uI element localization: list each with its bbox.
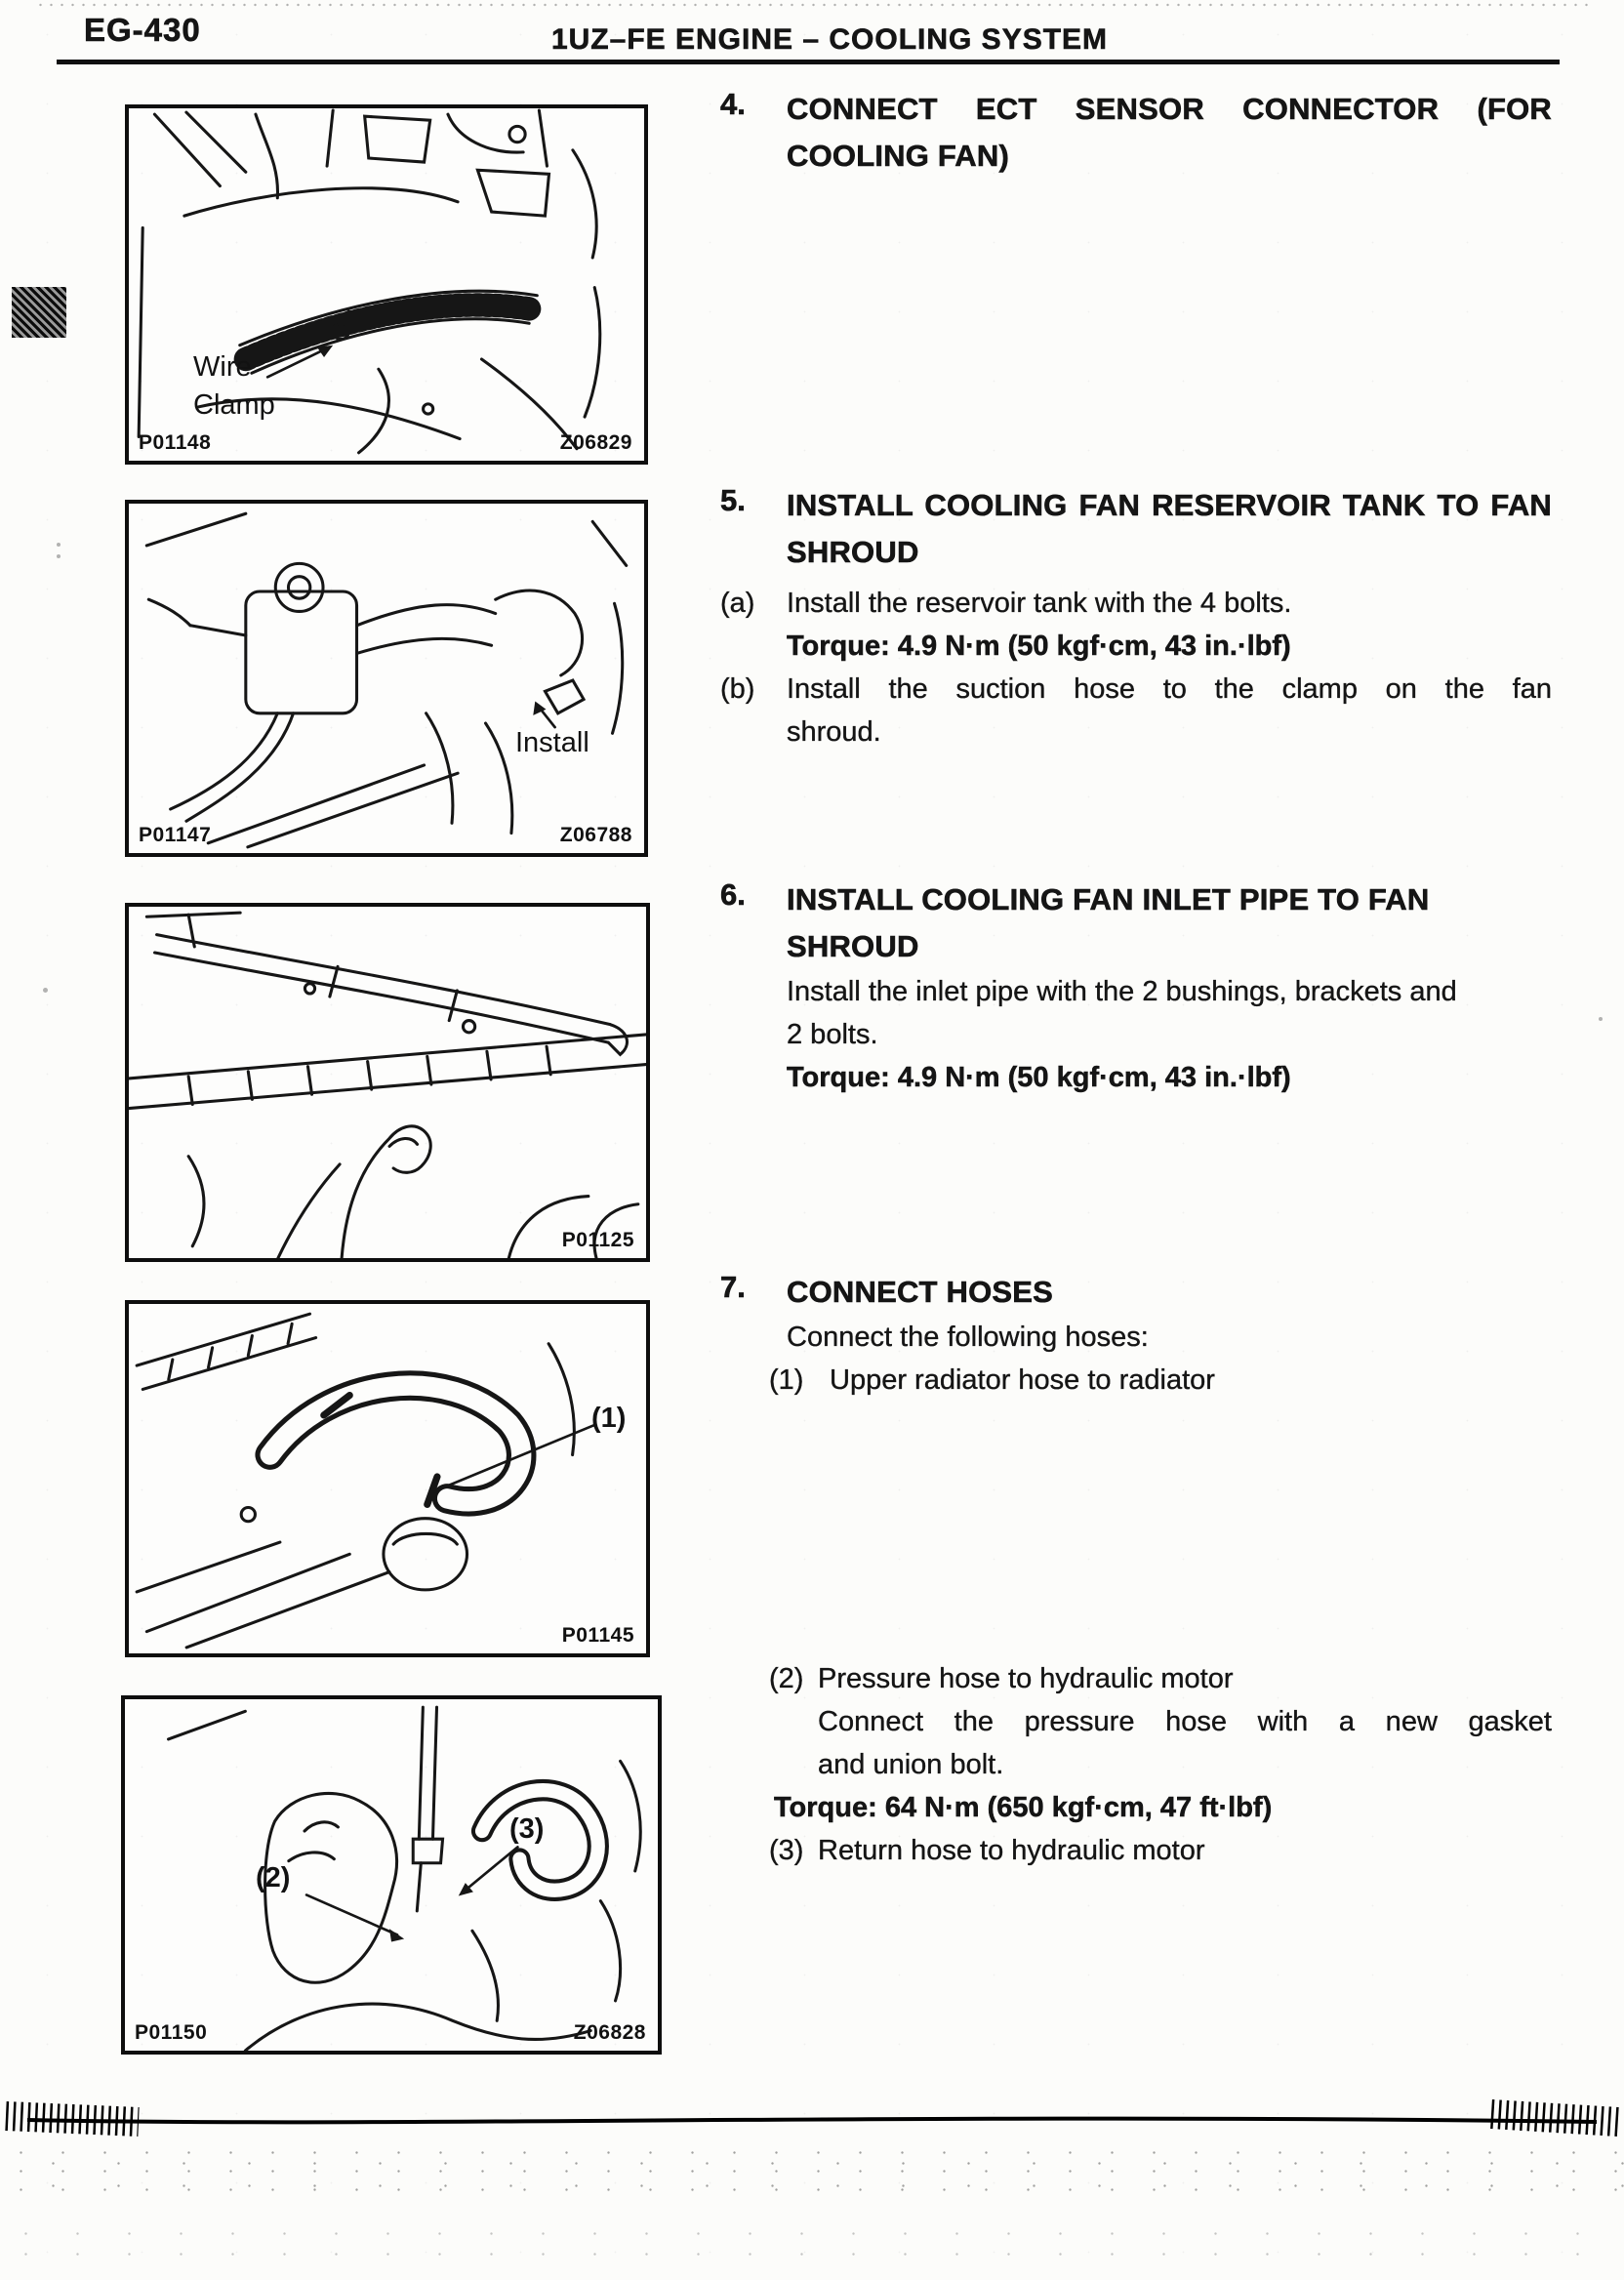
step-heading-line: COOLING FAN) [787,139,1009,173]
step-5 [720,482,1552,753]
figure-code: P01148 [139,431,212,454]
hose-item-3 [769,1829,1552,1872]
step-heading-line: CONNECT ECT SENSOR CONNECTOR (FOR [787,92,1552,126]
figure-code: P01150 [135,2021,208,2044]
figure-code: Z06829 [559,431,632,454]
scan-speck [1599,1017,1603,1021]
hose-item-text: Upper radiator hose to radiator [830,1364,1215,1396]
step-heading-line: INSTALL COOLING FAN INLET PIPE TO FAN [787,882,1430,916]
hose-item-text: Pressure hose to hydraulic motor [818,1663,1234,1694]
figure-inlet-pipe [125,903,650,1262]
scan-noise-top [35,2,1589,8]
step-body-line: 2 bolts. [787,1019,878,1050]
substep-text-line: shroud. [787,716,881,748]
step-7 [720,1269,1552,1402]
step-heading-line: SHROUD [787,535,919,569]
engine-line-art [129,1304,646,1653]
callout-3-label: (3) [509,1813,545,1845]
substep-label: (b) [720,673,755,705]
figure-code: Z06828 [573,2021,646,2044]
scan-artifact-line [0,2095,1624,2149]
hose-item-text: Return hose to hydraulic motor [818,1835,1205,1866]
figure-code: P01147 [139,824,212,846]
callout-2-label: (2) [256,1862,291,1893]
figure-hydraulic-motor-hoses [121,1695,662,2055]
step-number: 4. [720,87,746,121]
scan-speck [57,554,61,558]
step-heading-line: INSTALL COOLING FAN RESERVOIR TANK TO FAN [787,488,1552,522]
figure-code: Z06788 [559,824,632,846]
substep-b [720,668,1552,753]
step-intro: Connect the following hoses: [787,1322,1149,1353]
step-number: 5. [720,483,746,517]
header-rule [57,60,1560,64]
substep-a [720,582,1552,668]
substep-label: (a) [720,588,755,619]
callout-1-label: (1) [591,1403,627,1434]
step-7-continued [769,1657,1552,1872]
step-heading: CONNECT HOSES [787,1275,1054,1309]
torque-spec: Torque: 4.9 N·m (50 kgf·cm, 43 in.·lbf) [787,631,1291,662]
step-number: 6. [720,877,746,912]
scan-noise-band [0,2143,1624,2206]
figure-code: P01145 [561,1624,634,1647]
hose-item-2 [769,1657,1552,1786]
scan-speck [43,988,48,993]
substep-text-line: Install the suction hose to the clamp on the fan [787,673,1552,705]
page-title: 1UZ–FE ENGINE – COOLING SYSTEM [550,23,1109,56]
figure-code: P01125 [561,1229,634,1251]
scan-noise-band [0,2223,1624,2266]
page-code: EG-430 [84,12,201,48]
hose-item-line: Connect the pressure hose with a new gasket [818,1706,1552,1737]
step-6 [720,876,1552,1099]
step-body-line: Install the inlet pipe with the 2 bushings, brackets and [787,976,1457,1007]
figure-ect-sensor-connector [125,104,648,465]
wire-clamp-label: Wire Clamp [193,351,275,421]
torque-spec: Torque: 64 N·m (650 kgf·cm, 47 ft·lbf) [774,1792,1273,1823]
step-number: 7. [720,1270,746,1304]
hose-item-1 [769,1359,1552,1402]
engine-line-art [125,1699,658,2051]
engine-line-art [129,504,644,853]
substep-text: Install the reservoir tank with the 4 bolts. [787,588,1292,619]
hose-item-label: (1) [769,1364,804,1396]
hose-item-line: and union bolt. [818,1749,1004,1780]
engine-line-art [129,907,646,1258]
page-edge-tab [12,287,66,338]
hose-item-label: (3) [769,1835,804,1866]
step-heading-line: SHROUD [787,929,919,963]
hose-item-label: (2) [769,1663,804,1694]
install-label: Install [515,727,589,758]
scan-speck [57,543,61,547]
figure-upper-radiator-hose [125,1300,650,1657]
torque-spec: Torque: 4.9 N·m (50 kgf·cm, 43 in.·lbf) [787,1062,1291,1093]
figure-reservoir-tank [125,500,648,857]
step-4 [720,86,1552,180]
